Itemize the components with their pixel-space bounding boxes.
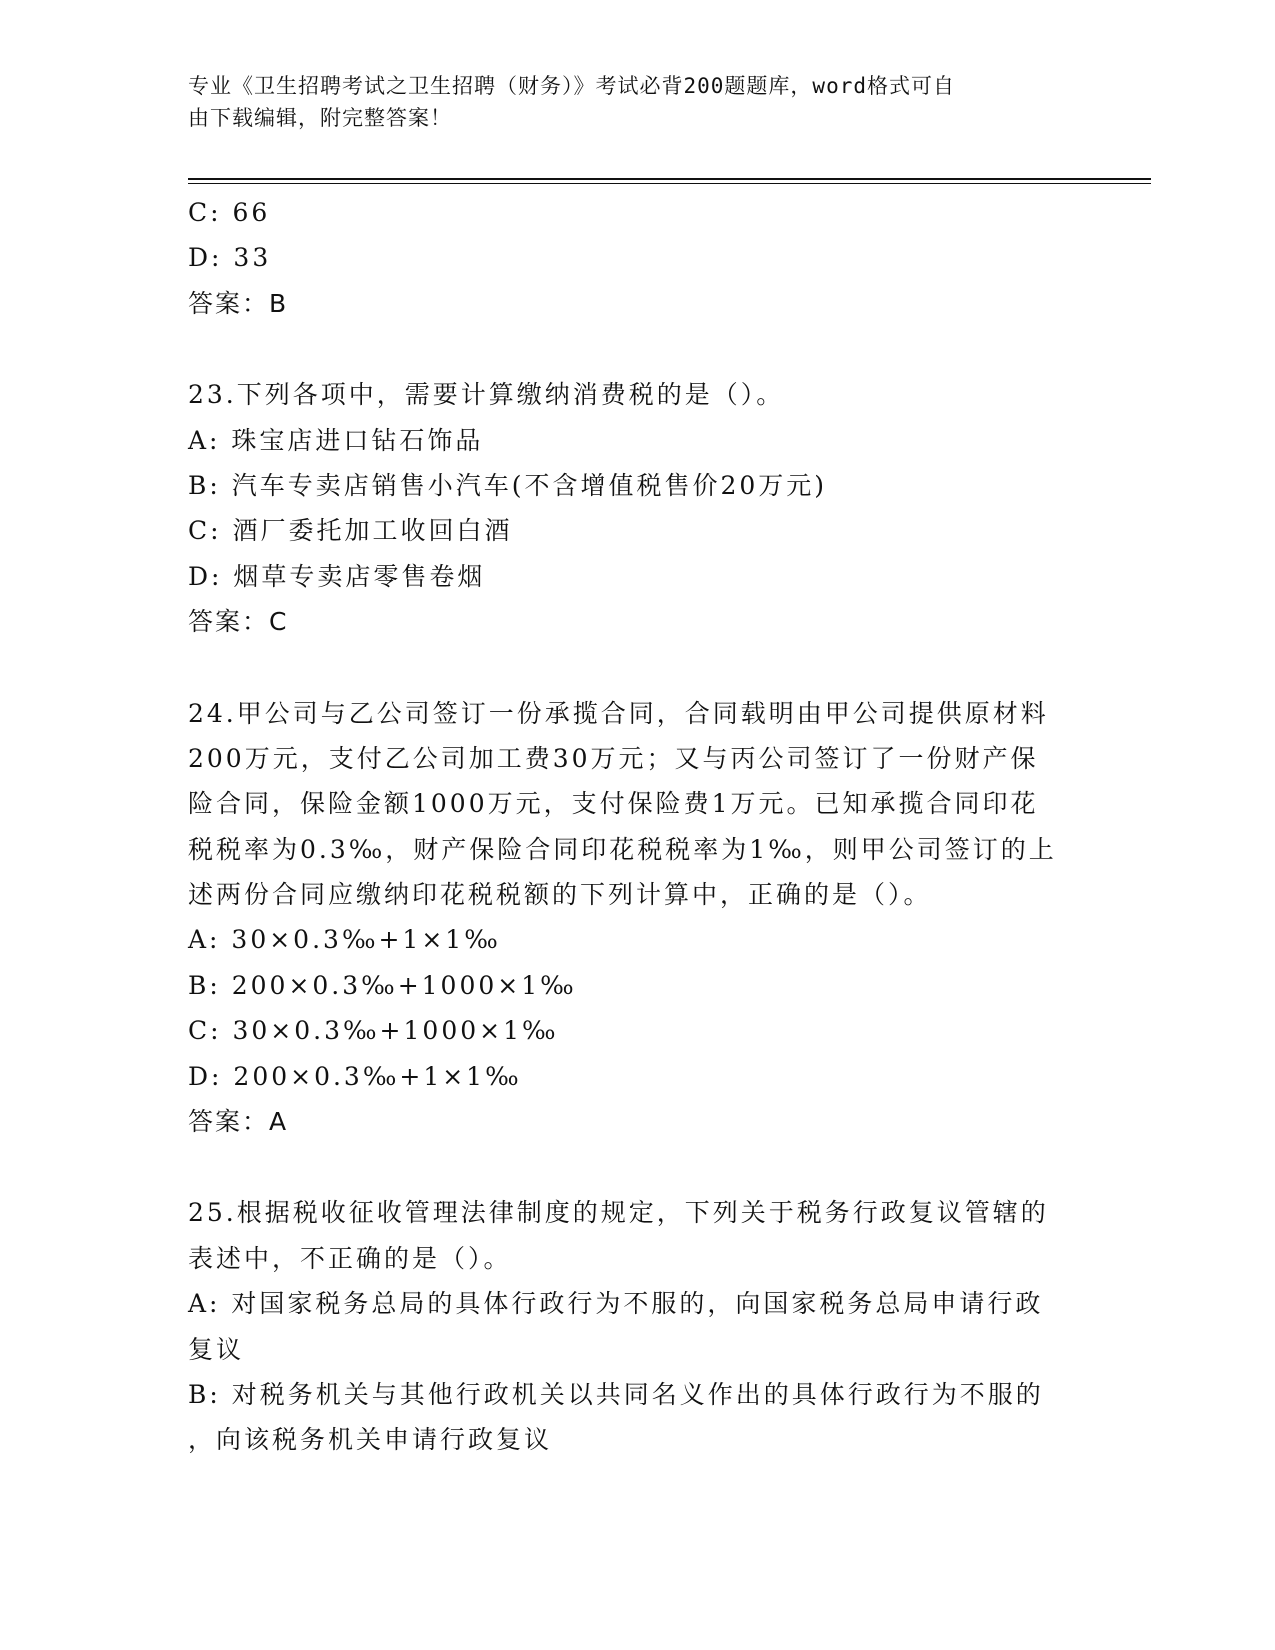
header-line-1: 专业《卫生招聘考试之卫生招聘（财务）》考试必背200题题库，word格式可自	[188, 74, 955, 98]
option-a: A: 珠宝店进口钻石饰品	[188, 425, 484, 455]
document-header	[188, 70, 1058, 134]
option-c: C: 66	[188, 198, 271, 227]
option-c: C: 酒厂委托加工收回白酒	[188, 516, 513, 546]
option-b: B: 200×0.3‰+1000×1‰	[188, 970, 577, 1000]
option-d: D: 烟草专卖店零售卷烟	[188, 561, 486, 591]
option-d: D: 33	[188, 243, 272, 273]
question-stem-line: 200万元，支付乙公司加工费30万元；又与丙公司签订了一份财产保	[188, 743, 1039, 773]
option-d: D: 200×0.3‰+1×1‰	[188, 1061, 522, 1091]
option-b-line: ，向该税务机关申请行政复议	[188, 1425, 553, 1455]
question-stem-line: 险合同，保险金额1000万元，支付保险费1万元。已知承揽合同印花	[188, 789, 1039, 819]
option-a: A: 30×0.3‰+1×1‰	[188, 925, 501, 955]
answer: 答案：A	[188, 1107, 289, 1137]
question-23	[188, 372, 1088, 644]
option-a-line: 复议	[188, 1334, 245, 1364]
question-stem: 23.下列各项中，需要计算缴纳消费税的是（）。	[188, 380, 785, 410]
previous-question-tail	[188, 190, 1088, 326]
question-24	[188, 691, 1088, 1145]
question-stem-line: 表述中，不正确的是（）。	[188, 1243, 512, 1273]
question-stem-line: 25.根据税收征收管理法律制度的规定，下列关于税务行政复议管辖的	[188, 1198, 1049, 1228]
answer: 答案：C	[188, 607, 289, 637]
header-line-2: 由下载编辑，附完整答案！	[188, 106, 452, 130]
option-a-line: A: 对国家税务总局的具体行政行为不服的，向国家税务总局申请行政	[188, 1289, 1044, 1319]
option-b-line: B: 对税务机关与其他行政机关以共同名义作出的具体行政行为不服的	[188, 1379, 1044, 1409]
option-c: C: 30×0.3‰+1000×1‰	[188, 1016, 559, 1046]
question-stem-line: 述两份合同应缴纳印花税税额的下列计算中，正确的是（）。	[188, 880, 932, 910]
question-stem-line: 税税率为0.3‰，财产保险合同印花税税率为1‰，则甲公司签订的上	[188, 834, 1057, 864]
header-rule-thin	[188, 183, 1151, 184]
option-b: B: 汽车专卖店销售小汽车(不含增值税售价20万元)	[188, 470, 828, 500]
answer: 答案：B	[188, 288, 289, 318]
header-rule-thick	[188, 178, 1151, 180]
question-stem-line: 24.甲公司与乙公司签订一份承揽合同，合同载明由甲公司提供原材料	[188, 698, 1049, 728]
question-content	[188, 190, 1088, 1463]
question-25	[188, 1190, 1088, 1462]
